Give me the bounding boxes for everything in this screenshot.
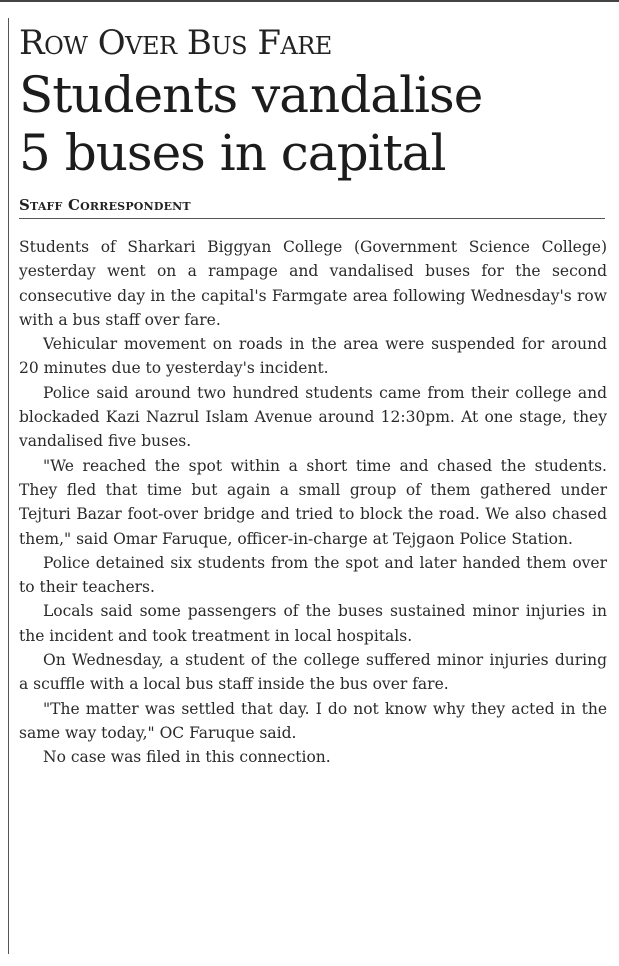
paragraph-4: "We reached the spot within a short time and chased the students. They fled that time but again a small group of them gathered under Tejturi Bazar foot-over bridge and tried to block the road. We also chased them," said Omar Faruque, officer-in-charge at Tejgaon Police Station. — [19, 456, 607, 548]
paragraph-3: Police said around two hundred students came from their college and blockaded Kazi Nazrul Islam Avenue around 12:30pm. At one stage, they vandalised five buses. — [19, 383, 607, 451]
byline-rule — [19, 218, 605, 219]
top-border-rule — [0, 0, 619, 2]
headline-line-2: 5 buses in capital — [19, 124, 446, 182]
left-column-rule — [8, 18, 9, 954]
paragraph-8: "The matter was settled that day. I do not know why they acted in the same way today," OC Faruque said. — [19, 699, 607, 742]
article-byline: Staff Correspondent — [19, 196, 191, 214]
article-headline — [19, 66, 607, 182]
paragraph-1: Students of Sharkari Biggyan College (Government Science College) yesterday went on a rampage and vandalised buses for the second consecutive day in the capital's Farmgate area following Wednesday's row with a bus staff over fare. — [19, 238, 607, 329]
paragraph-2: Vehicular movement on roads in the area were suspended for around 20 minutes due to yesterday's incident. — [19, 335, 607, 378]
news-article — [19, 22, 607, 770]
article-kicker: Row Over Bus Fare — [19, 23, 332, 63]
paragraph-7: On Wednesday, a student of the college suffered minor injuries during a scuffle with a local bus staff inside the bus over fare. — [19, 651, 607, 694]
article-body — [19, 235, 607, 770]
paragraph-6: Locals said some passengers of the buses sustained minor injuries in the incident and took treatment in local hospitals. — [19, 602, 607, 645]
paragraph-9: No case was filed in this connection. — [43, 748, 331, 767]
paragraph-5: Police detained six students from the spot and later handed them over to their teachers. — [19, 553, 607, 597]
headline-line-1: Students vandalise — [19, 66, 483, 124]
